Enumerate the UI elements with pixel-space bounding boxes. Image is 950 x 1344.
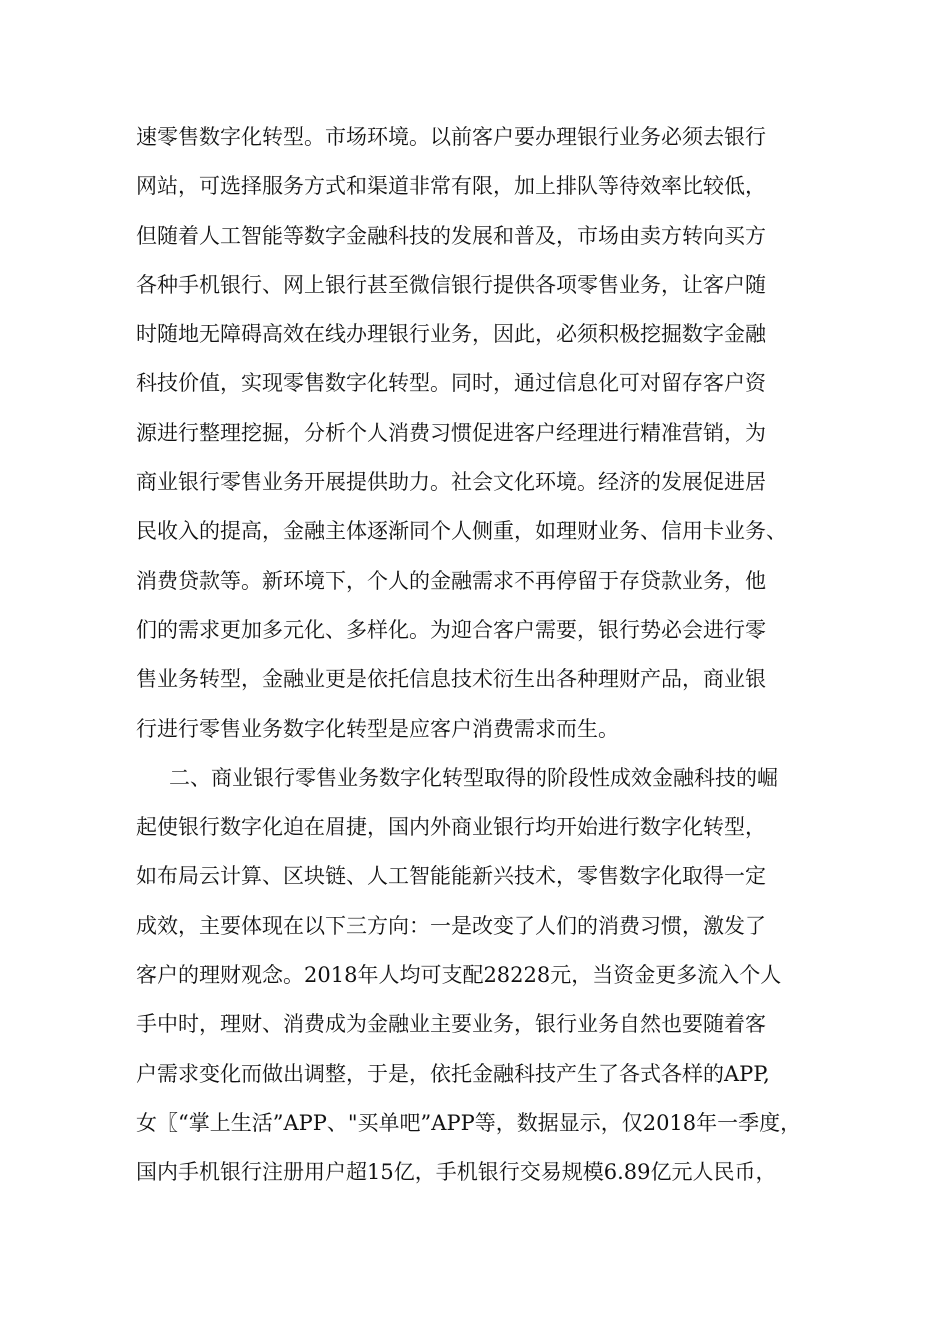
text-line: 女〖“掌上生活”APP、"买单吧”APP等，数据显示，仅2018年一季度， xyxy=(136,1110,802,1135)
text-line: 手中时，理财、消费成为金融业主要业务，银行业务自然也要随着客 xyxy=(136,1012,766,1037)
section-heading-line: 二、商业银行零售业务数字化转型取得的阶段性成效金融科技的崛 xyxy=(169,765,778,790)
text-line: 消费贷款等。新环境下，个人的金融需求不再停留于存贷款业务，他 xyxy=(136,568,766,593)
text-line: 如布局云计算、区块链、人工智能能新兴技术，零售数字化取得一定 xyxy=(136,864,766,889)
text-line: 商业银行零售业务开展提供助力。社会文化环境。经济的发展促进居 xyxy=(136,470,766,495)
text-line: 户需求变化而做出调整，于是，依托金融科技产生了各式各样的APP, xyxy=(136,1061,770,1086)
text-line: 成效，主要体现在以下三方向：一是改变了人们的消费习惯，激发了 xyxy=(136,913,766,938)
text-line: 科技价值，实现零售数字化转型。同时，通过信息化可对留存客户资 xyxy=(136,371,766,396)
text-line: 时随地无障碍高效在线办理银行业务，因此，必须积极挖掘数字金融 xyxy=(136,322,766,347)
body-text xyxy=(136,113,836,1198)
text-line: 源进行整理挖掘，分析个人消费习惯促进客户经理进行精准营销，为 xyxy=(136,420,766,445)
text-line: 速零售数字化转型。市场环境。以前客户要办理银行业务必须去银行 xyxy=(136,125,766,149)
text-line: 们的需求更加多元化、多样化。为迎合客户需要，银行势必会进行零 xyxy=(136,617,766,642)
text-line: 网站，可选择服务方式和渠道非常有限，加上排队等待效率比较低， xyxy=(136,174,766,199)
text-line: 客户的理财观念。2018年人均可支配28228元，当资金更多流入个人 xyxy=(136,963,782,988)
text-line: 起使银行数字化迫在眉捷，国内外商业银行均开始进行数字化转型， xyxy=(136,815,766,840)
text-line: 各种手机银行、网上银行甚至微信银行提供各项零售业务，让客户随 xyxy=(136,272,766,297)
text-line: 国内手机银行注册用户超15亿，手机银行交易规模6.89亿元人民币， xyxy=(136,1160,777,1185)
text-line: 行进行零售业务数字化转型是应客户消费需求而生。 xyxy=(136,716,619,741)
text-line: 售业务转型，金融业更是依托信息技术衍生出各种理财产品，商业银 xyxy=(136,667,766,692)
text-line: 但随着人工智能等数字金融科技的发展和普及，市场由卖方转向买方 xyxy=(136,223,766,248)
text-line: 民收入的提高，金融主体逐渐同个人侧重，如理财业务、信用卡业务、 xyxy=(136,519,787,544)
